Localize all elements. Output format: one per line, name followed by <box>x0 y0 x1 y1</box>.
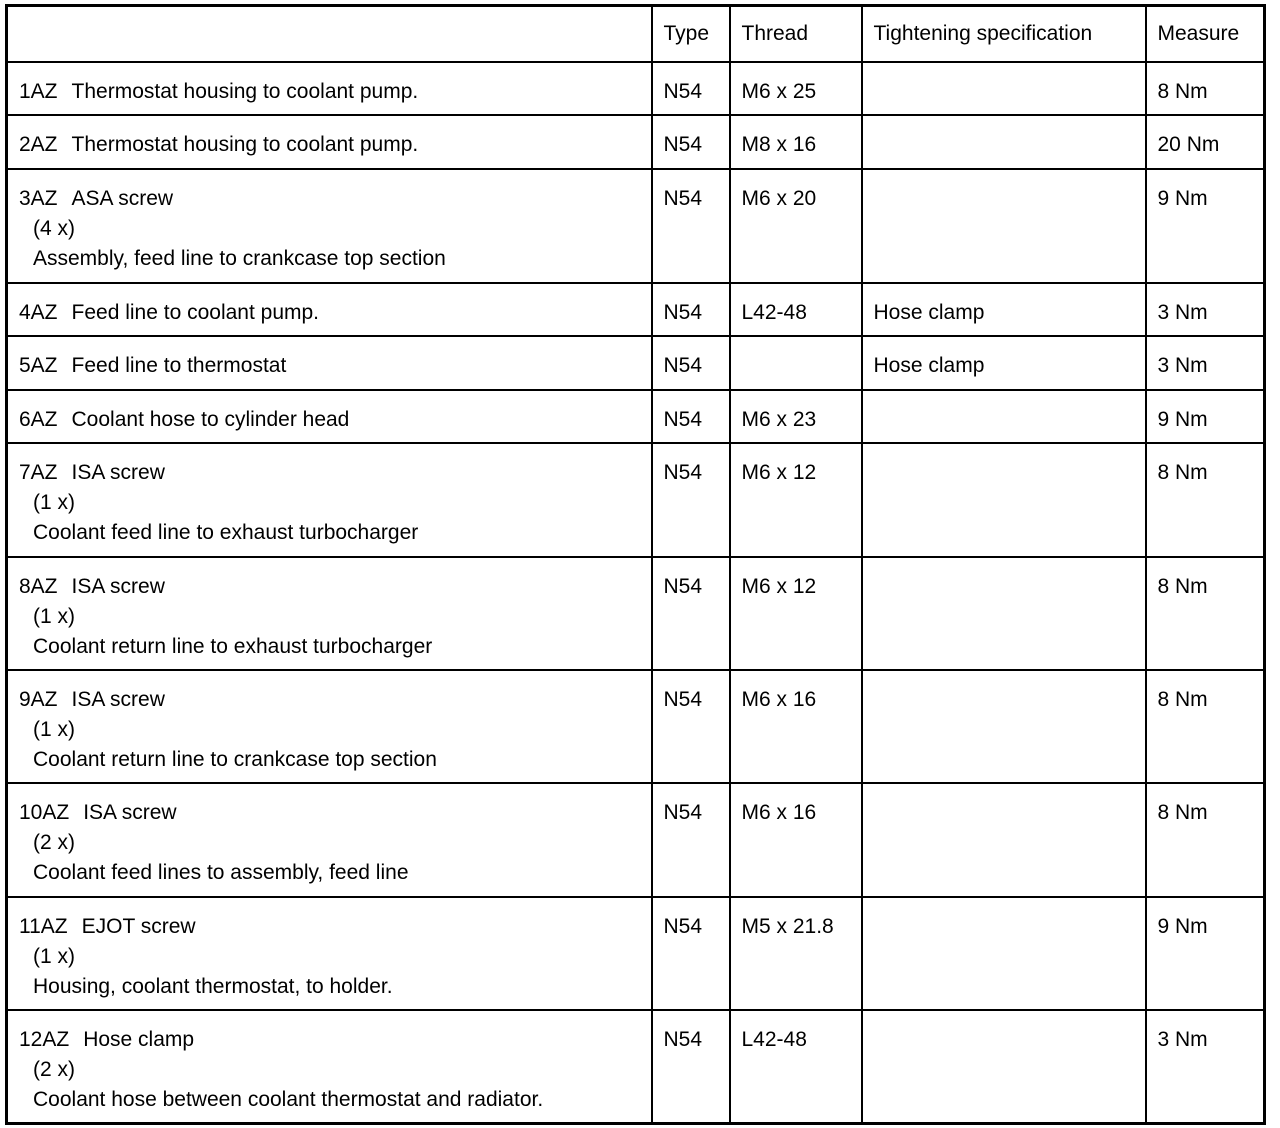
thread-cell: M5 x 21.8 <box>730 897 862 1010</box>
description-cell <box>7 443 652 557</box>
spec-cell <box>862 169 1146 283</box>
thread-cell: M6 x 25 <box>730 62 862 115</box>
type-cell: N54 <box>652 443 730 557</box>
item-description: Coolant feed line to exhaust turbocharger <box>33 520 419 544</box>
description-cell <box>7 390 652 443</box>
measure-cell: 8 Nm <box>1146 62 1265 115</box>
thread-cell: L42-48 <box>730 283 862 336</box>
item-title: Thermostat housing to coolant pump. <box>71 79 419 103</box>
item-title: ISA screw <box>71 687 165 711</box>
spec-cell <box>862 897 1146 1010</box>
type-cell: N54 <box>652 169 730 283</box>
measure-cell: 8 Nm <box>1146 783 1265 897</box>
table-row <box>7 390 1265 443</box>
item-description: Coolant hose between coolant thermostat and radiator. <box>33 1087 544 1111</box>
measure-cell: 9 Nm <box>1146 169 1265 283</box>
spec-cell <box>862 62 1146 115</box>
thread-cell: M8 x 16 <box>730 115 862 169</box>
description-cell <box>7 283 652 336</box>
measure-cell: 3 Nm <box>1146 283 1265 336</box>
header-type: Type <box>652 6 730 62</box>
measure-cell: 8 Nm <box>1146 557 1265 670</box>
item-quantity: (1 x) <box>33 604 75 628</box>
thread-cell: M6 x 16 <box>730 670 862 783</box>
thread-cell: M6 x 12 <box>730 557 862 670</box>
item-code: 5AZ <box>19 353 58 377</box>
table-row <box>7 897 1265 1010</box>
description-cell <box>7 1010 652 1124</box>
header-row <box>7 6 1265 62</box>
measure-cell: 3 Nm <box>1146 1010 1265 1124</box>
table-row <box>7 557 1265 670</box>
item-code: 8AZ <box>19 574 58 598</box>
description-cell <box>7 62 652 115</box>
measure-cell: 8 Nm <box>1146 443 1265 557</box>
spec-cell: Hose clamp <box>862 336 1146 390</box>
spec-cell <box>862 557 1146 670</box>
type-cell: N54 <box>652 783 730 897</box>
table-row <box>7 169 1265 283</box>
item-quantity: (1 x) <box>33 490 75 514</box>
item-description: Housing, coolant thermostat, to holder. <box>33 974 393 998</box>
item-code: 3AZ <box>19 186 58 210</box>
item-code: 10AZ <box>19 800 70 824</box>
description-cell <box>7 557 652 670</box>
type-cell: N54 <box>652 336 730 390</box>
header-tightening-spec: Tightening specification <box>862 6 1146 62</box>
item-title: ISA screw <box>71 460 165 484</box>
table-row <box>7 62 1265 115</box>
type-cell: N54 <box>652 283 730 336</box>
spec-cell <box>862 443 1146 557</box>
item-title: ISA screw <box>71 574 165 598</box>
type-cell: N54 <box>652 115 730 169</box>
item-title: Hose clamp <box>83 1027 195 1051</box>
table-row <box>7 336 1265 390</box>
spec-cell: Hose clamp <box>862 283 1146 336</box>
type-cell: N54 <box>652 390 730 443</box>
description-cell <box>7 336 652 390</box>
thread-cell <box>730 336 862 390</box>
measure-cell: 9 Nm <box>1146 897 1265 1010</box>
table-row <box>7 670 1265 783</box>
thread-cell: M6 x 16 <box>730 783 862 897</box>
type-cell: N54 <box>652 1010 730 1124</box>
item-code: 12AZ <box>19 1027 70 1051</box>
header-thread: Thread <box>730 6 862 62</box>
item-quantity: (1 x) <box>33 717 75 741</box>
description-cell <box>7 115 652 169</box>
thread-cell: M6 x 23 <box>730 390 862 443</box>
item-code: 9AZ <box>19 687 58 711</box>
item-description: Coolant feed lines to assembly, feed line <box>33 860 409 884</box>
spec-cell <box>862 670 1146 783</box>
item-title: Feed line to thermostat <box>71 353 287 377</box>
item-title: Thermostat housing to coolant pump. <box>71 132 419 156</box>
item-code: 7AZ <box>19 460 58 484</box>
type-cell: N54 <box>652 62 730 115</box>
item-quantity: (2 x) <box>33 1057 75 1081</box>
type-cell: N54 <box>652 897 730 1010</box>
thread-cell: M6 x 20 <box>730 169 862 283</box>
item-quantity: (1 x) <box>33 944 75 968</box>
table-row <box>7 783 1265 897</box>
item-title: EJOT screw <box>81 914 196 938</box>
table-row <box>7 283 1265 336</box>
item-title: ASA screw <box>71 186 174 210</box>
item-description: Assembly, feed line to crankcase top section <box>33 246 446 270</box>
item-code: 6AZ <box>19 407 58 431</box>
spec-cell <box>862 1010 1146 1124</box>
tightening-torque-table <box>5 4 1266 1125</box>
measure-cell: 9 Nm <box>1146 390 1265 443</box>
item-description: Coolant return line to crankcase top section <box>33 747 437 771</box>
spec-cell <box>862 115 1146 169</box>
description-cell <box>7 169 652 283</box>
description-cell <box>7 897 652 1010</box>
description-cell <box>7 670 652 783</box>
measure-cell: 3 Nm <box>1146 336 1265 390</box>
thread-cell: M6 x 12 <box>730 443 862 557</box>
measure-cell: 20 Nm <box>1146 115 1265 169</box>
item-title: Feed line to coolant pump. <box>71 300 320 324</box>
type-cell: N54 <box>652 557 730 670</box>
item-code: 4AZ <box>19 300 58 324</box>
table-row <box>7 1010 1265 1124</box>
header-measure: Measure <box>1146 6 1265 62</box>
item-quantity: (2 x) <box>33 830 75 854</box>
item-description: Coolant return line to exhaust turbocharger <box>33 634 433 658</box>
item-title: ISA screw <box>83 800 177 824</box>
item-title: Coolant hose to cylinder head <box>71 407 350 431</box>
item-quantity: (4 x) <box>33 216 75 240</box>
description-cell <box>7 783 652 897</box>
table-row <box>7 443 1265 557</box>
header-description <box>7 6 652 62</box>
table-row <box>7 115 1265 169</box>
item-code: 1AZ <box>19 79 58 103</box>
spec-cell <box>862 390 1146 443</box>
measure-cell: 8 Nm <box>1146 670 1265 783</box>
item-code: 11AZ <box>19 914 68 938</box>
spec-cell <box>862 783 1146 897</box>
type-cell: N54 <box>652 670 730 783</box>
thread-cell: L42-48 <box>730 1010 862 1124</box>
item-code: 2AZ <box>19 132 58 156</box>
